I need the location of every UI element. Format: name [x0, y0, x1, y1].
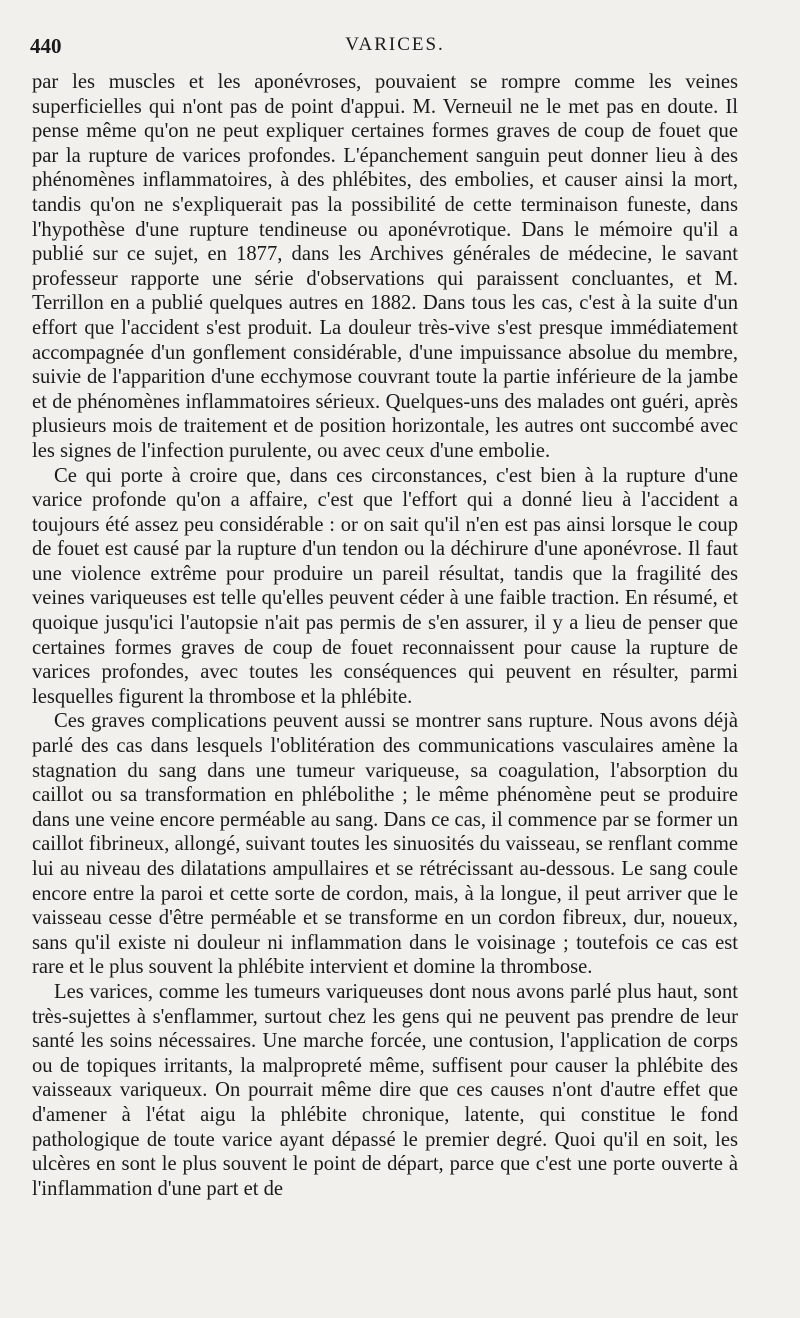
page-header — [30, 34, 760, 64]
body-text — [32, 70, 738, 1201]
running-title: VARICES. — [345, 34, 445, 55]
paragraph-4: Les varices, comme les tumeurs variqueuses dont nous avons parlé plus haut, sont très-sujettes à s'enflammer, surtout chez les gens qui ne peuvent pas prendre de leur santé les soins nécessaires. Une marche forcée, une contusion, l'application de corps ou de topiques irritants, la malpropreté même, suffisent pour causer la phlébite des vaisseaux variqueux. On pourrait même dire que ces causes n'ont d'autre effet que d'amener à l'état aigu la phlébite chronique, latente, qui constitue le fond pathologique de toute varice ayant dépassé le premier degré. Quoi qu'il en soit, les ulcères en sont le plus souvent le point de départ, parce que c'est une porte ouverte à l'inflammation d'une part et de — [32, 980, 738, 1200]
page-number: 440 — [30, 34, 62, 58]
paragraph-2: Ce qui porte à croire que, dans ces circonstances, c'est bien à la rupture d'une varice profonde qu'on a affaire, c'est que l'effort qui a donné lieu à l'accident a toujours été assez peu considérable : or on sait qu'il n'en est pas ainsi lorsque le coup de fouet est causé par la rupture d'un tendon ou la déchirure d'une aponévrose. Il faut une violence extrême pour produire un pareil résultat, tandis que la fragilité des veines variqueuses est telle qu'elles peuvent céder à une faible traction. En résumé, et quoique jusqu'ici l'autopsie n'ait pas permis de s'en assurer, il y a lieu de penser que certaines formes graves de coup de fouet reconnaissent pour cause la rupture de varices profondes, avec toutes les conséquences qui peuvent en résulter, parmi lesquelles figurent la thrombose et la phlébite. — [32, 464, 738, 708]
paragraph-1: par les muscles et les aponévroses, pouvaient se rompre comme les veines superficielles qui n'ont pas de point d'appui. M. Verneuil ne le met pas en doute. Il pense même qu'on ne peut expliquer certaines formes graves de coup de fouet que par la rupture de varices profondes. L'épanchement sanguin peut donner lieu à des phénomènes inflammatoires, à des phlébites, des embolies, et causer ainsi la mort, tandis qu'on ne s'expliquerait pas la possibilité de cette terminaison funeste, dans l'hypothèse d'une rupture tendineuse ou aponévrotique. Dans le mémoire qu'il a publié sur ce sujet, en 1877, dans les Archives générales de médecine, le savant professeur rapporte une série d'observations qui paraissent concluantes, et M. Terrillon en a publié quelques autres en 1882. Dans tous les cas, c'est à la suite d'un effort que l'accident s'est produit. La douleur très-vive s'est presque immédiatement accompagnée d'un gonflement considérable, d'une impuissance absolue du membre, suivie de l'apparition d'une ecchymose couvrant toute la partie inférieure de la jambe et de phénomènes inflammatoires sérieux. Quelques-uns des malades ont guéri, après plusieurs mois de traitement et de position horizontale, les autres ont succombé avec les signes de l'infection purulente, ou avec ceux d'une embolie. — [32, 71, 738, 462]
paragraph-3: Ces graves complications peuvent aussi se montrer sans rupture. Nous avons déjà parlé des cas dans lesquels l'oblitération des communications vasculaires amène la stagnation du sang dans une tumeur variqueuse, sa coagulation, l'absorption du caillot ou sa transformation en phlébolithe ; le même phénomène peut se produire dans une veine encore perméable au sang. Dans ce cas, il commence par se former un caillot fibrineux, allongé, suivant toutes les sinuosités du vaisseau, se renflant comme lui au niveau des dilatations ampullaires et se rétrécissant au-dessous. Le sang coule encore entre la paroi et cette sorte de cordon, mais, à la longue, il peut arriver que le vaisseau cesse d'être perméable et se transforme en un cordon fibreux, dur, noueux, sans qu'il existe ni douleur ni inflammation dans le voisinage ; toutefois ce cas est rare et le plus souvent la phlébite intervient et domine la thrombose. — [32, 710, 738, 979]
